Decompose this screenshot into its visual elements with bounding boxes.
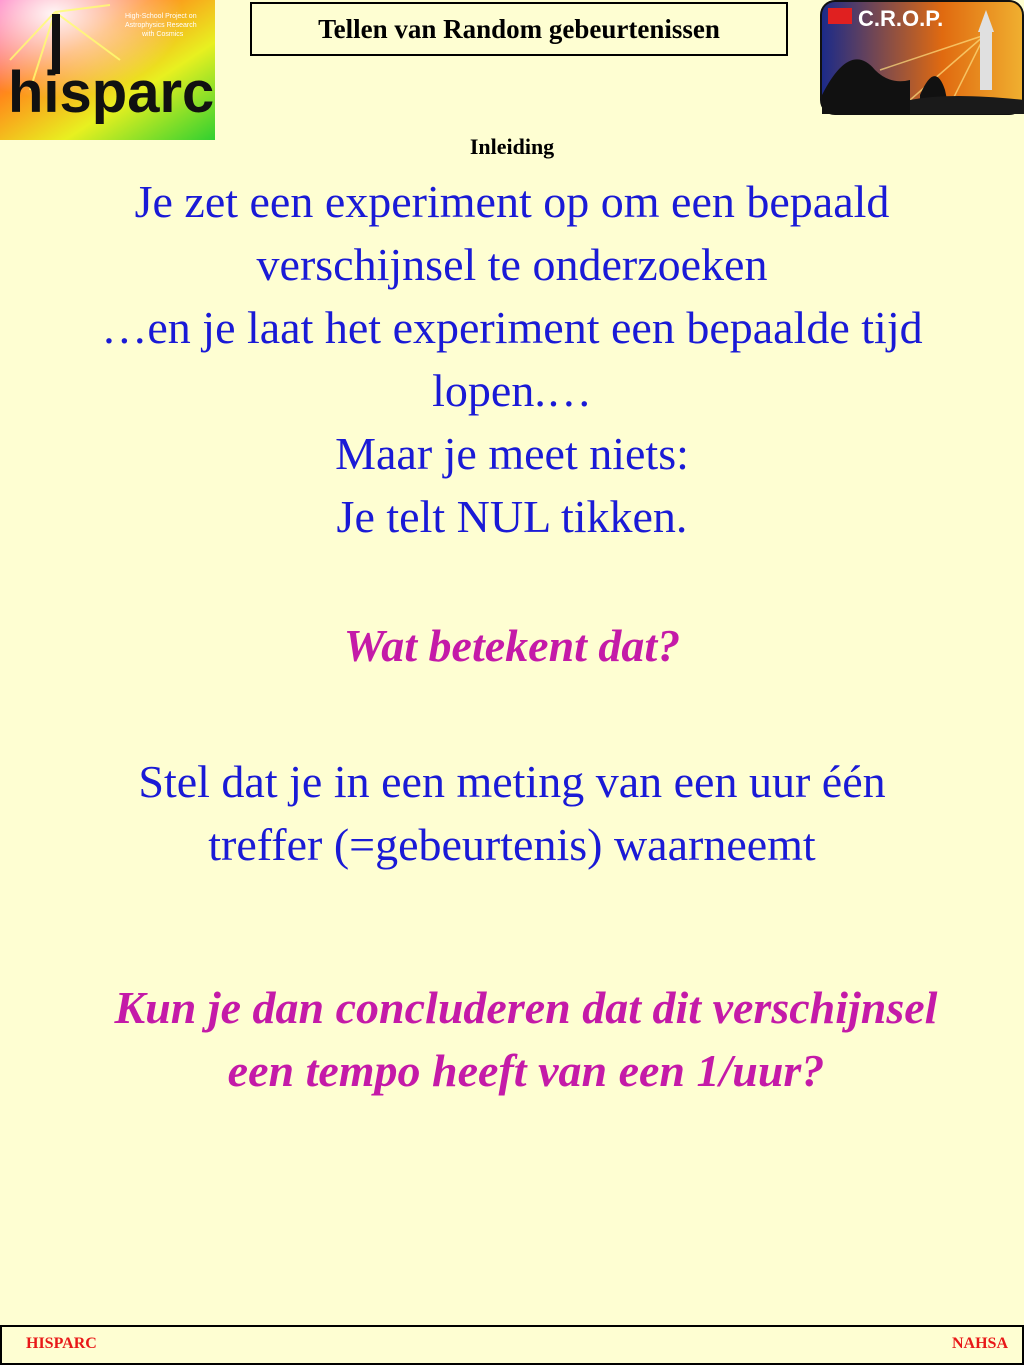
footer-right-label: NAHSA (951, 1335, 1008, 1352)
slide-title-text: Tellen van Random gebeurtenissen (318, 13, 720, 44)
hisparc-logo (0, 0, 215, 140)
scenario-line: Stel dat je in een meting van een uur één (138, 756, 886, 807)
slide-title (250, 2, 788, 56)
crop-logo-text: C.R.O.P. (858, 6, 944, 31)
crop-logo (820, 0, 1024, 115)
intro-line: Je telt NUL tikken. (336, 491, 688, 542)
intro-line: verschijnsel te onderzoeken (256, 239, 768, 290)
footer-bar (0, 1325, 1024, 1365)
question-1 (10, 614, 1014, 677)
intro-line: lopen.… (432, 365, 592, 416)
section-subtitle: Inleiding (469, 134, 555, 159)
logo-text: hisparc (8, 60, 215, 125)
question-2-line: Kun je dan concluderen dat dit verschijnsel (114, 982, 938, 1033)
svg-text:with Cosmics: with Cosmics (142, 31, 184, 38)
footer-left-label: HISPARC (26, 1335, 97, 1352)
scenario-paragraph (10, 750, 1014, 876)
question-1-text: Wat betekent dat? (343, 620, 681, 671)
svg-text:Astrophysics Research: Astrophysics Research (125, 22, 197, 29)
intro-line: …en je laat het experiment een bepaalde tijd (101, 302, 923, 353)
question-2-line: een tempo heeft van een 1/uur? (227, 1045, 825, 1096)
intro-paragraph (10, 170, 1014, 548)
svg-text:High-School Project on: High-School Project on (125, 13, 197, 20)
intro-line: Maar je meet niets: (335, 428, 689, 479)
scenario-line: treffer (=gebeurtenis) waarneemt (208, 819, 816, 870)
intro-line: Je zet een experiment op om een bepaald (134, 176, 890, 227)
question-2 (24, 976, 1024, 1102)
